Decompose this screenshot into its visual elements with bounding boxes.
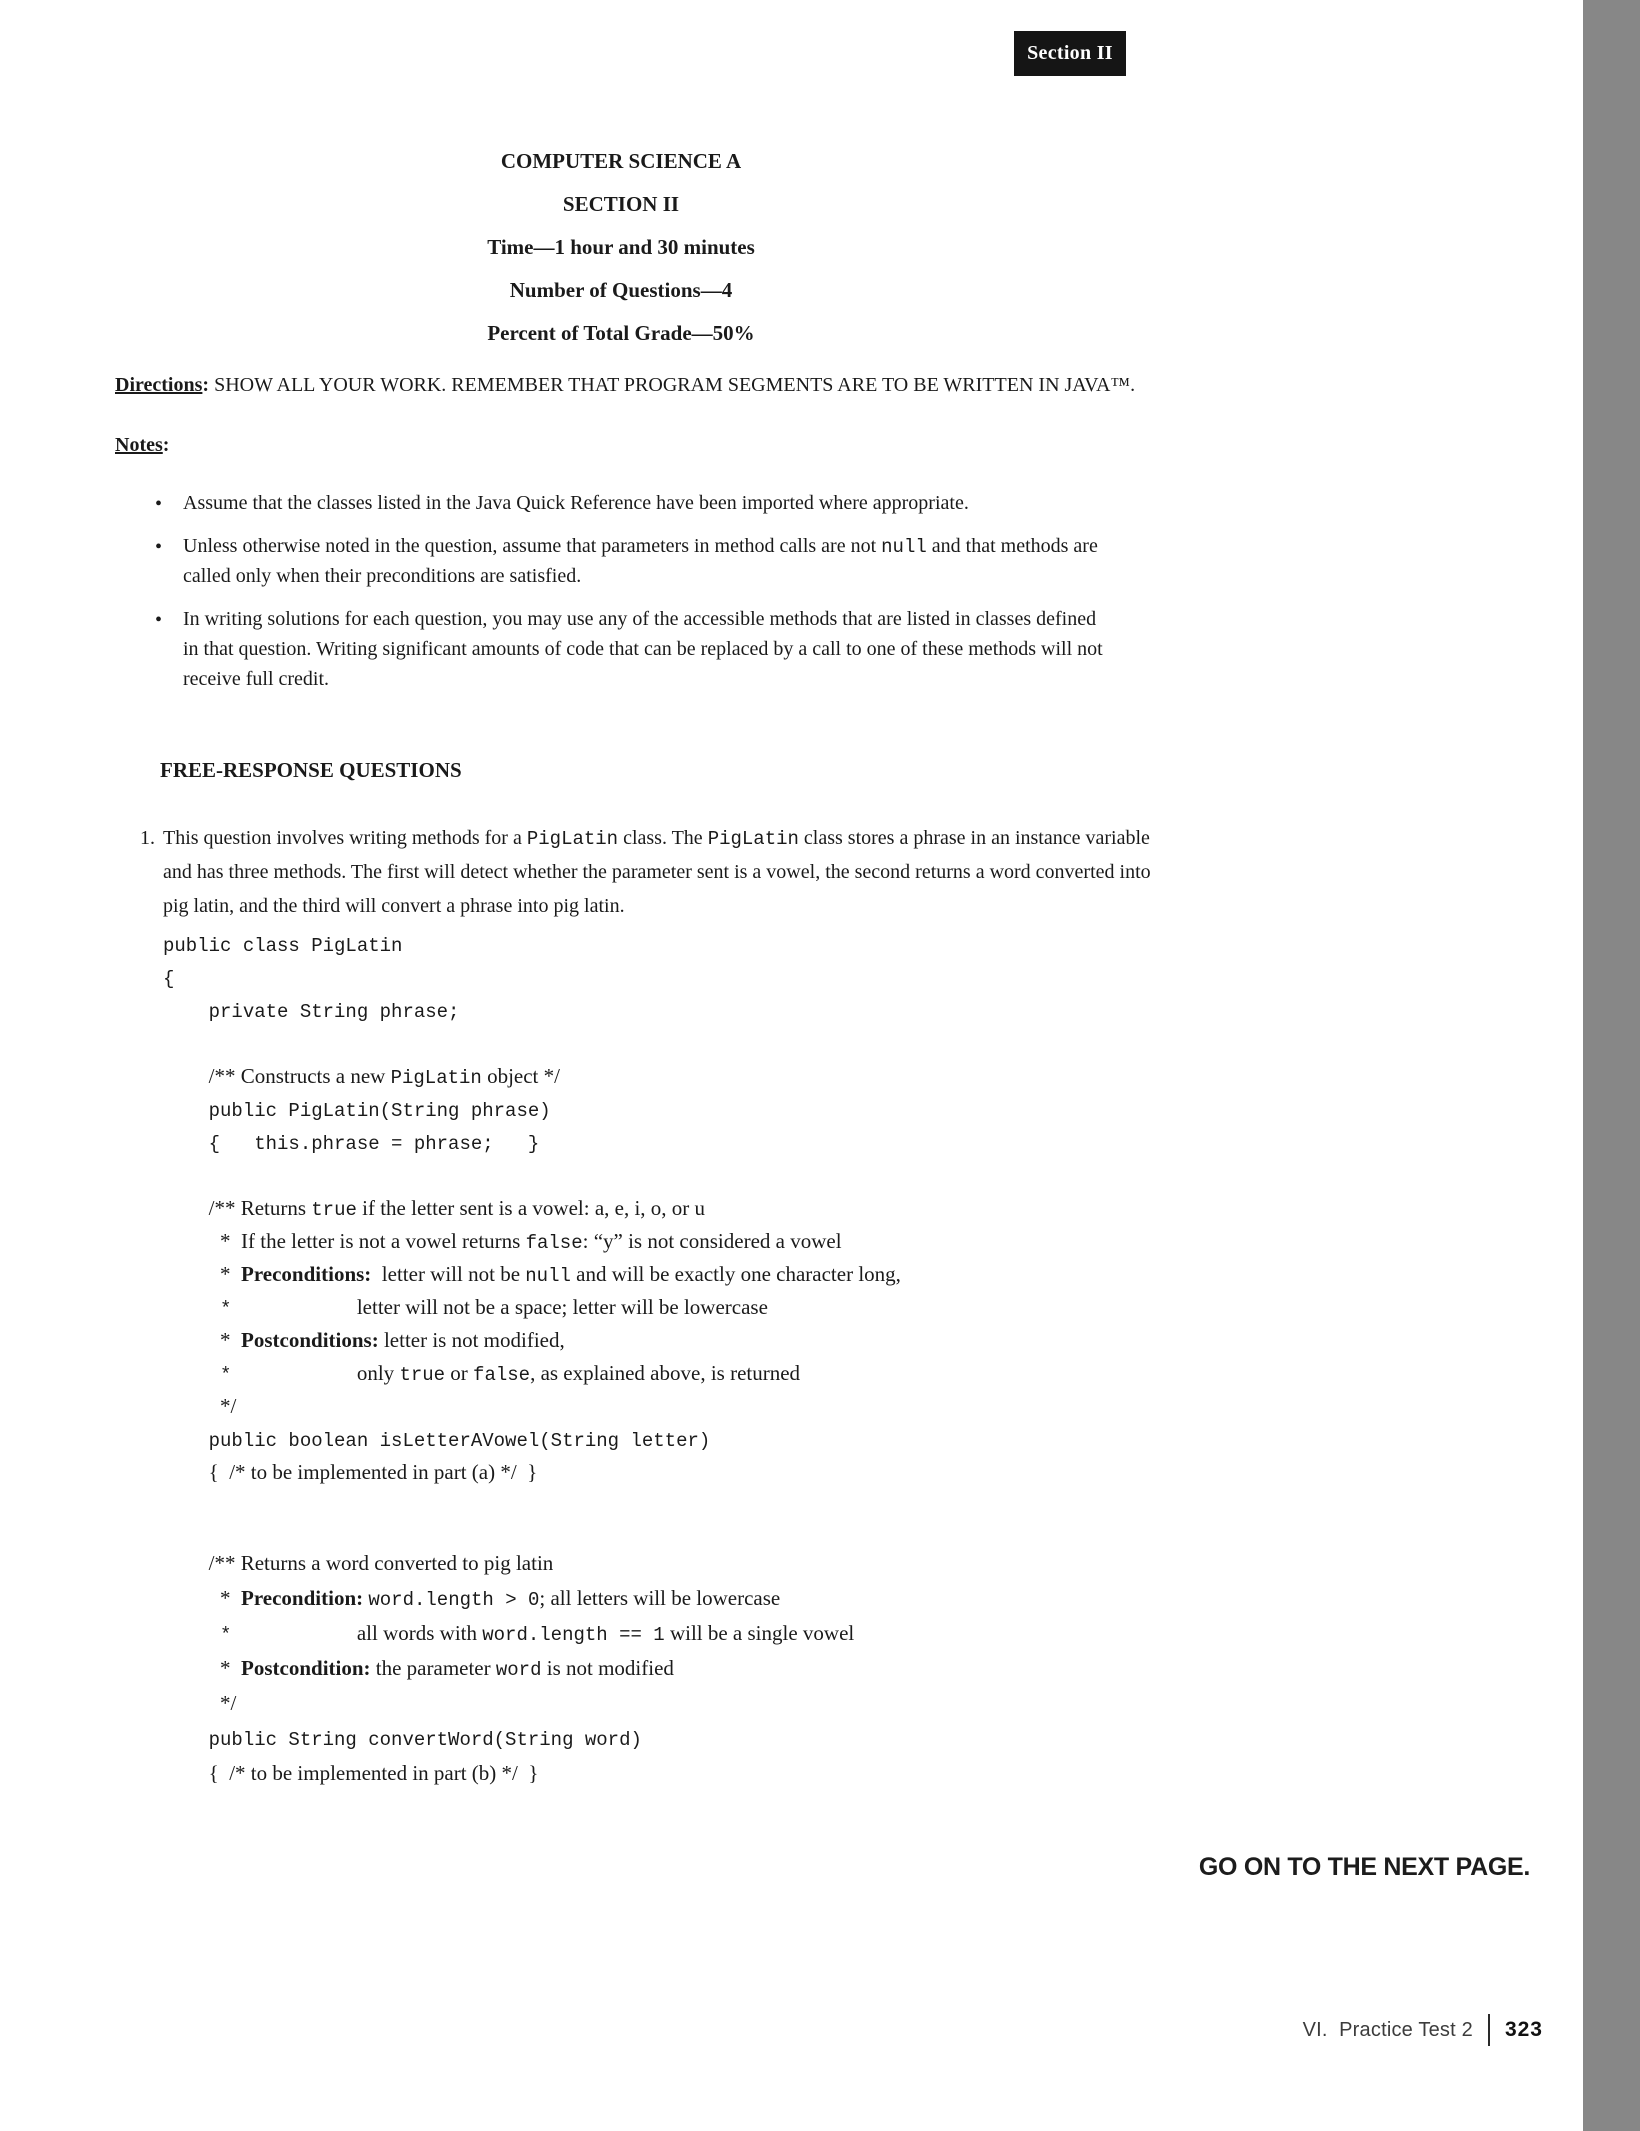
bullet-text: Unless otherwise noted in the question, assume that parameters in method calls are not null and that methods are called only when their preconditions are satisfied. xyxy=(183,535,1098,587)
bullet-icon: • xyxy=(155,493,163,515)
page-footer xyxy=(1303,2014,1543,2046)
bullet-text: Assume that the classes listed in the Java Quick Reference have been imported where appropriate. xyxy=(183,492,969,514)
footer-page-number: 323 xyxy=(1504,2018,1543,2041)
exam-subject-title: COMPUTER SCIENCE A xyxy=(500,149,742,173)
directions-paragraph: Directions: SHOW ALL YOUR WORK. REMEMBER THAT PROGRAM SEGMENTS ARE TO BE WRITTEN IN JAVA™. xyxy=(115,374,1136,396)
question-1 xyxy=(140,821,1151,923)
section-badge: Section II xyxy=(1014,31,1126,76)
question-number: 1. xyxy=(140,827,155,849)
bullet-icon: • xyxy=(155,609,163,631)
exam-grade-percent-line: Percent of Total Grade—50% xyxy=(487,321,755,345)
footer-divider xyxy=(1488,2014,1490,2046)
list-item xyxy=(155,531,1103,591)
notes-list xyxy=(155,488,1103,707)
list-item xyxy=(155,488,1103,518)
question-text: This question involves writing methods for a PigLatin class. The PigLatin class stores a phrase in an instance variable and has three methods. The first will detect whether the parameter sent is a vowel, the second returns a word converted into pig latin, and the third will convert a phrase into pig latin. xyxy=(163,827,1151,917)
frq-heading: FREE-RESPONSE QUESTIONS xyxy=(160,758,462,782)
exam-time-line: Time—1 hour and 30 minutes xyxy=(487,235,755,259)
exam-question-count-line: Number of Questions—4 xyxy=(509,278,733,302)
exam-section-title: SECTION II xyxy=(562,192,680,216)
list-item xyxy=(155,604,1103,694)
code-block-1: public class PigLatin { private String phrase; /** Constructs a new PigLatin object */ public PigLatin(String phrase) { this.phrase = phrase; } /** Returns true if the letter sent is a vowel: a, e, i, o, or u * If the letter is not a vowel returns false: “y” is not considered a vowel * Preconditions: letter will not be null and will be exactly one character long, * letter will not be a space; letter will be lowercase * Postconditions: letter is not modified, * only true or false, as explained above, is returned */ public boolean isLetterAVowel(String letter) { /* to be implemented in part (a) */ } xyxy=(163,935,901,1484)
bullet-text: In writing solutions for each question, you may use any of the accessible methods that are listed in classes defined in that question. Writing significant amounts of code that can be replaced by a call to one of these methods will not receive full credit. xyxy=(183,608,1103,690)
notes-label: Notes: xyxy=(115,434,170,456)
page-edge-bar xyxy=(1583,0,1640,2131)
bullet-icon: • xyxy=(155,536,163,558)
go-on-notice: GO ON TO THE NEXT PAGE. xyxy=(1198,1853,1530,1881)
footer-section-label: VI. Practice Test 2 xyxy=(1302,2018,1473,2041)
exam-title-block xyxy=(115,140,1127,355)
code-block-2: /** Returns a word converted to pig latin * Precondition: word.length > 0; all letters will be lowercase * all words with word.length == 1 will be a single vowel * Postcondition: the parameter word is not modified */ public String convertWord(String word) { /* to be implemented in part (b) */ } xyxy=(163,1551,855,1785)
